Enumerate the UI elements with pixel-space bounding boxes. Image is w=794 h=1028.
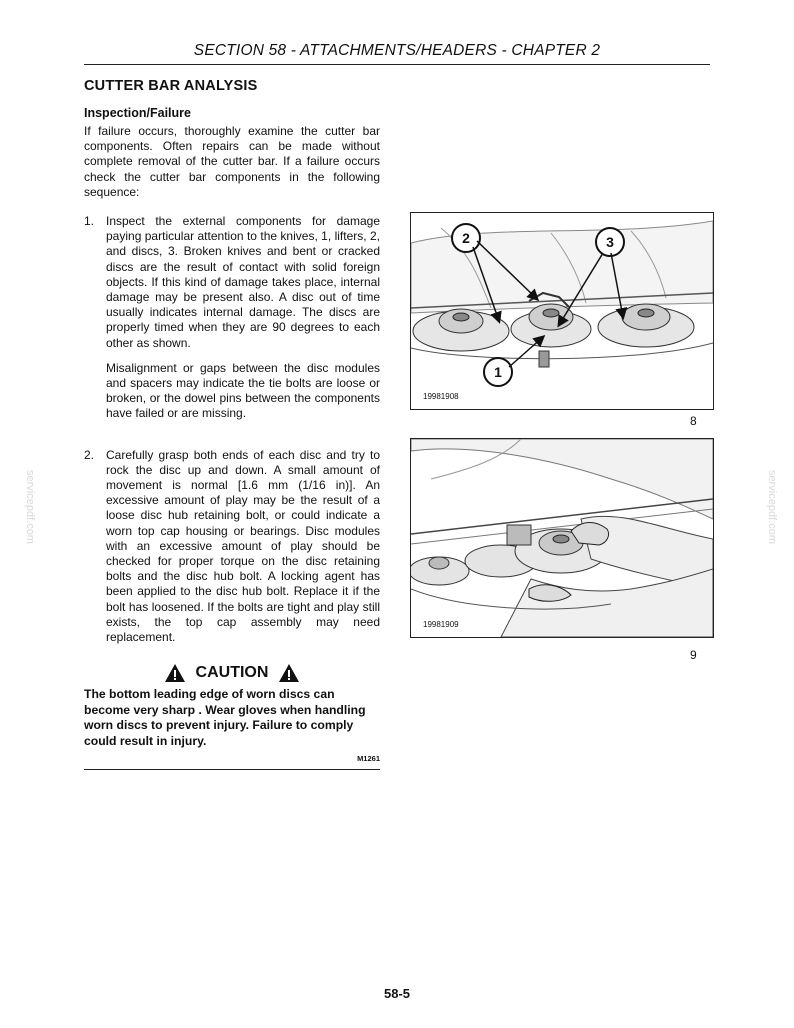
step-1	[84, 214, 380, 432]
section-title: CUTTER BAR ANALYSIS	[84, 78, 258, 94]
caution-heading	[84, 663, 380, 683]
page-number: 58-5	[383, 986, 411, 1001]
figure-number: 9	[690, 648, 697, 662]
caution-text: The bottom leading edge of worn discs can become very sharp . Wear gloves when handling worn discs to prevent injury. Failure to comply could result in injury.	[84, 687, 366, 749]
caution-box	[84, 663, 380, 769]
watermark-left: servicepdf.com	[24, 470, 36, 544]
figure-code: 19981909	[423, 620, 459, 629]
callout-3: 3	[595, 227, 625, 257]
figure-number: 8	[690, 414, 697, 428]
section-header: SECTION 58 - ATTACHMENTS/HEADERS - CHAPTER 2	[193, 42, 601, 59]
warning-triangle-icon	[164, 663, 186, 683]
warning-triangle-icon	[278, 663, 300, 683]
disc-play-illustration	[411, 439, 713, 637]
step-number: 2.	[84, 447, 95, 462]
step-paragraph: Inspect the external components for damage paying particular attention to the knives, 1, lifters, 2, and discs, 3. Broken knives and bent or cracked discs are the result of contact with solid foreign objects. If this kind of damage takes place, internal damage may be present also. A disc out of time usually indicates internal damage. The discs are properly timed when they are 90 degrees to each other as shown.	[106, 214, 380, 350]
callout-2: 2	[451, 223, 481, 253]
step-paragraph: Misalignment or gaps between the disc modules and spacers may indicate the tie bolts are loose or broken, or the dowel pins between the components have failed or are missing.	[106, 360, 380, 421]
left-column	[84, 78, 380, 770]
step-number: 1.	[84, 214, 95, 229]
step-paragraph: Carefully grasp both ends of each disc and try to rock the disc up and down. A small amount of movement is normal [1.6 mm (1/16 in)]. An excessive amount of play may be the result of a loose disc hub retaining bolt, or could indicate a worn top cap housing or bearings. Disc modules with an excessive amount of play should be checked for proper torque on the disc retaining bolts and the disc hub bolt. A locking agent has been applied to the disc hub bolt. Replace it if the bolt has loosened. If the bolts are tight and play still exists, the top cap assembly may need replacement.	[106, 447, 380, 645]
caution-code: M1261	[357, 753, 380, 763]
figure-disc-play-check	[410, 438, 714, 638]
caution-title: CAUTION	[195, 664, 269, 682]
header-rule	[84, 64, 710, 65]
step-body	[106, 214, 380, 432]
step-body	[106, 448, 380, 656]
figure-cutter-bar-discs	[410, 212, 714, 410]
step-2	[84, 448, 380, 656]
subheading: Inspection/Failure	[84, 106, 191, 120]
intro-paragraph: If failure occurs, thoroughly examine the cutter bar components. Often repairs can be made without complete removal of the cutter bar. If a failure occurs check the cutter bar components in the following sequence:	[84, 124, 380, 199]
figure-code: 19981908	[423, 392, 459, 401]
watermark-right: servicepdf.com	[766, 470, 778, 544]
callout-1: 1	[483, 357, 513, 387]
